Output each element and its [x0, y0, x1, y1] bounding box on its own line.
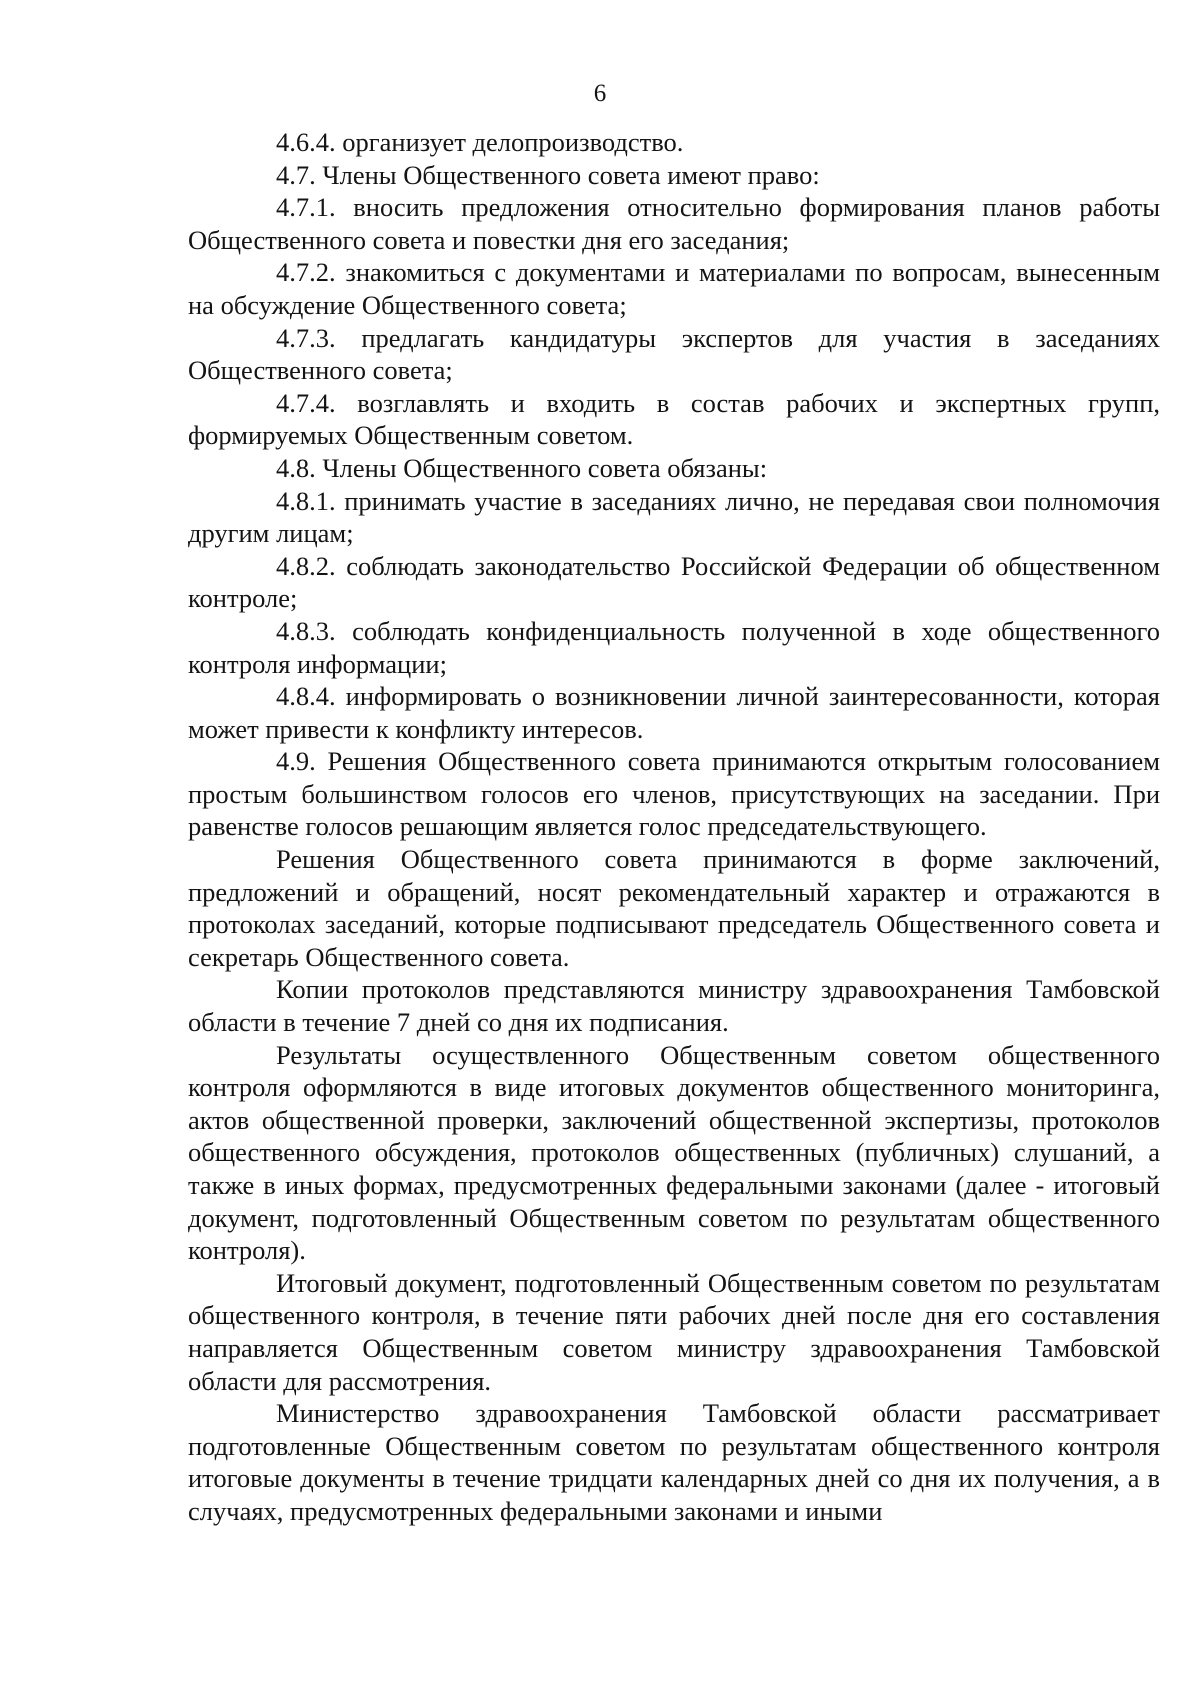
paragraph-4-7-3: 4.7.3. предлагать кандидатуры экспертов для участия в заседаниях Общественного совета; [188, 322, 1160, 386]
paragraph-4-8-3: 4.8.3. соблюдать конфиденциальность полученной в ходе общественного контроля информации; [188, 615, 1160, 679]
paragraph-4-8-4: 4.8.4. информировать о возникновении личной заинтересованности, которая может привести к конфликту интересов. [188, 681, 1160, 744]
paragraph-protocol-copies: Копии протоколов представляются министру здравоохранения Тамбовской области в течение 7 дней со дня их подписания. [188, 974, 1160, 1038]
paragraph-4-7-4: 4.7.4. возглавлять и входить в состав рабочих и экспертных групп, формируемых Общественным советом. [188, 387, 1160, 451]
paragraph-4-8-2: 4.8.2. соблюдать законодательство Российской Федерации об общественном контроле; [188, 550, 1160, 614]
paragraph-4-7-1: 4.7.1. вносить предложения относительно формирования планов работы Общественного совета и повестки дня его заседания; [188, 192, 1160, 255]
paragraph-decisions-form: Решения Общественного совета принимаются в форме заключений, предложений и обращений, носят рекомендательный характер и отражаются в протоколах заседаний, которые подписывают председатель Общественного совета и секретарь Общественного совета. [188, 844, 1160, 972]
paragraph-ministry-review: Министерство здравоохранения Тамбовской области рассматривает подготовленные Общественным советом по результатам общественного контроля итоговые документы в течение тридцати календарных дней со дня их получения, а в случаях, предусмотренных федеральными законами и иными [188, 1398, 1160, 1526]
paragraph-4-9: 4.9. Решения Общественного совета принимаются открытым голосованием простым большинством голосов его членов, присутствующих на заседании. При равенстве голосов решающим является голос председательствующего. [188, 746, 1160, 842]
document-body [188, 126, 1160, 1528]
paragraph-4-8-1: 4.8.1. принимать участие в заседаниях лично, не передавая свои полномочия другим лицам; [188, 485, 1160, 549]
paragraph-4-6-4: 4.6.4. организует делопроизводство. [276, 127, 684, 157]
page-number: 6 [593, 80, 607, 107]
paragraph-4-7-2: 4.7.2. знакомиться с документами и материалами по вопросам, вынесенным на обсуждение Общественного совета; [188, 257, 1160, 320]
paragraph-4-7: 4.7. Члены Общественного совета имеют право: [276, 159, 820, 190]
paragraph-final-document: Итоговый документ, подготовленный Общественным советом по результатам общественного контроля, в течение пяти рабочих дней после дня его составления направляется Общественным советом министру здравоохранения Тамбовской области для рассмотрения. [188, 1267, 1160, 1396]
paragraph-control-results: Результаты осуществленного Общественным советом общественного контроля оформляются в виде итоговых документов общественного мониторинга, актов общественной проверки, заключений общественной экспертизы, протоколов общественного обсуждения, протоколов общественных (публичных) слушаний, а также в иных формах, предусмотренных федеральными законами (далее - итоговый документ, подготовленный Общественным советом по результатам общественного контроля). [188, 1039, 1160, 1266]
paragraph-4-8: 4.8. Члены Общественного совета обязаны: [276, 452, 768, 483]
